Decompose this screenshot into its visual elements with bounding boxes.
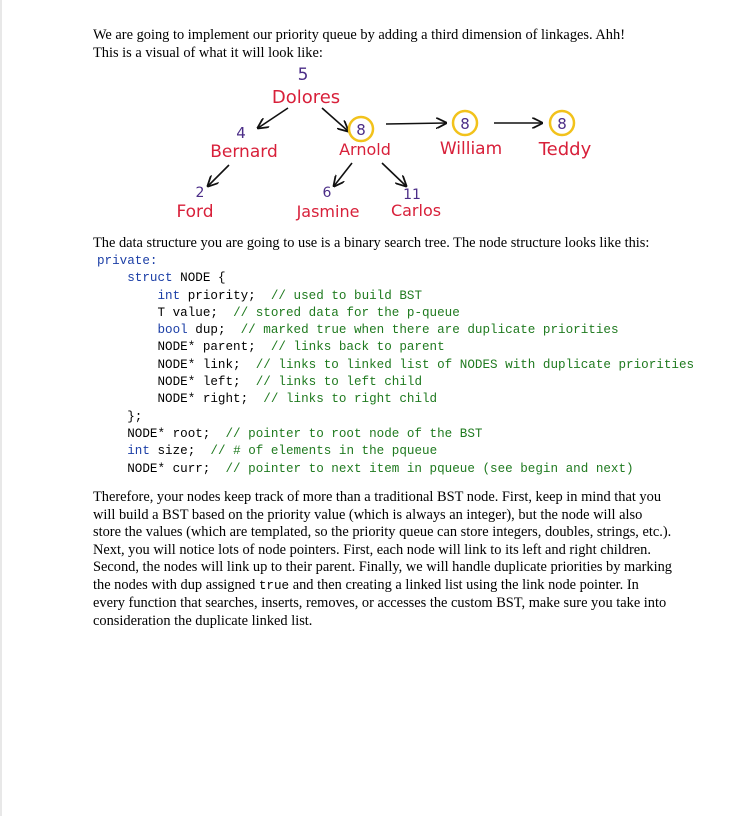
william-name: William xyxy=(439,139,503,159)
page-edge xyxy=(0,0,2,816)
code-dup-type: bool xyxy=(157,323,188,338)
code-value-comment: // stored data for the p-queue xyxy=(233,305,460,320)
explanation-code-true: true xyxy=(258,578,290,593)
code-parent-decl: NODE* parent; xyxy=(157,340,256,355)
code-struct-name: NODE { xyxy=(180,271,226,286)
william-priority: 8 xyxy=(460,115,470,133)
teddy-name: Teddy xyxy=(538,139,592,160)
arnold-priority: 8 xyxy=(356,121,366,139)
edge-bernard-ford xyxy=(208,165,229,186)
dolores-name: Dolores xyxy=(271,87,341,108)
carlos-name: Carlos xyxy=(390,201,442,220)
explanation-part-2: and then creating a linked list using the link node pointer. In every function that searches, inserts, removes, or accesses the custom BST, make sure you take into consideration the duplicate linked list. xyxy=(93,576,667,629)
intro-line-1: We are going to implement our priority queue by adding a third dimension of linkages. Ahh! xyxy=(93,27,625,43)
code-link-decl: NODE* link; xyxy=(157,357,241,372)
code-left-decl: NODE* left; xyxy=(157,375,241,390)
edge-arnold-carlos xyxy=(382,163,406,186)
ford-name: Ford xyxy=(176,202,214,222)
code-size-comment: // # of elements in the pqueue xyxy=(210,444,438,459)
code-curr-decl: NODE* curr; xyxy=(127,461,211,476)
code-value-decl: T value; xyxy=(157,305,218,320)
code-size-decl: size; xyxy=(157,444,196,459)
jasmine-priority: 6 xyxy=(322,185,332,201)
code-root-decl: NODE* root; xyxy=(127,426,211,441)
code-priority-decl: priority; xyxy=(187,288,256,303)
edge-arnold-william xyxy=(386,123,446,124)
code-curr-comment: // pointer to next item in pqueue (see begin and next) xyxy=(225,461,634,476)
code-dup-decl: dup; xyxy=(195,323,226,338)
bernard-name: Bernard xyxy=(210,142,278,162)
intro-line-2: This is a visual of what it will look like: xyxy=(93,44,323,61)
code-size-type: int xyxy=(127,444,150,459)
code-dup-comment: // marked true when there are duplicate priorities xyxy=(240,323,619,338)
code-right-decl: NODE* right; xyxy=(157,392,249,407)
code-priority-type: int xyxy=(157,288,181,303)
code-link-comment: // links to linked list of NODES with duplicate priorities xyxy=(255,357,695,372)
code-struct-close: }; xyxy=(127,409,143,424)
priority-queue-diagram xyxy=(160,62,600,228)
data-structure-intro: The data structure you are going to use is a binary search tree. The node structure looks like this: xyxy=(93,235,650,251)
bernard-priority: 4 xyxy=(236,124,246,142)
carlos-priority: 11 xyxy=(403,187,421,203)
edge-arnold-jasmine xyxy=(334,163,352,186)
edge-dolores-bernard xyxy=(258,108,288,128)
code-priority-comment: // used to build BST xyxy=(270,288,423,303)
ford-priority: 2 xyxy=(195,185,205,201)
explanation-paragraph xyxy=(93,489,673,630)
edge-dolores-arnold xyxy=(322,108,348,131)
code-root-comment: // pointer to root node of the BST xyxy=(225,426,483,441)
code-private: private: xyxy=(97,254,158,268)
code-struct-keyword: struct xyxy=(127,271,173,286)
arnold-name: Arnold xyxy=(339,140,391,159)
code-right-comment: // links to right child xyxy=(263,392,438,407)
code-parent-comment: // links back to parent xyxy=(270,340,445,355)
teddy-priority: 8 xyxy=(557,115,567,133)
node-struct-code-block xyxy=(97,253,694,478)
jasmine-name: Jasmine xyxy=(296,202,360,221)
explanation-part-1: Therefore, your nodes keep track of more than a traditional BST node. First, keep in mind that you will build a BST based on the priority value (which is always an integer), but the node will also store the values (which are templated, so the priority queue can store integers, doubles, strings, etc.). Next, you will notice lots of node pointers. First, each node will link to its left and right children. Second, the nodes will link up to their parent. Finally, we will handle duplicate priorities by marking the nodes with dup assigned xyxy=(93,489,672,593)
code-left-comment: // links to left child xyxy=(255,375,422,390)
intro-paragraph xyxy=(93,27,693,62)
dolores-priority: 5 xyxy=(297,65,309,85)
